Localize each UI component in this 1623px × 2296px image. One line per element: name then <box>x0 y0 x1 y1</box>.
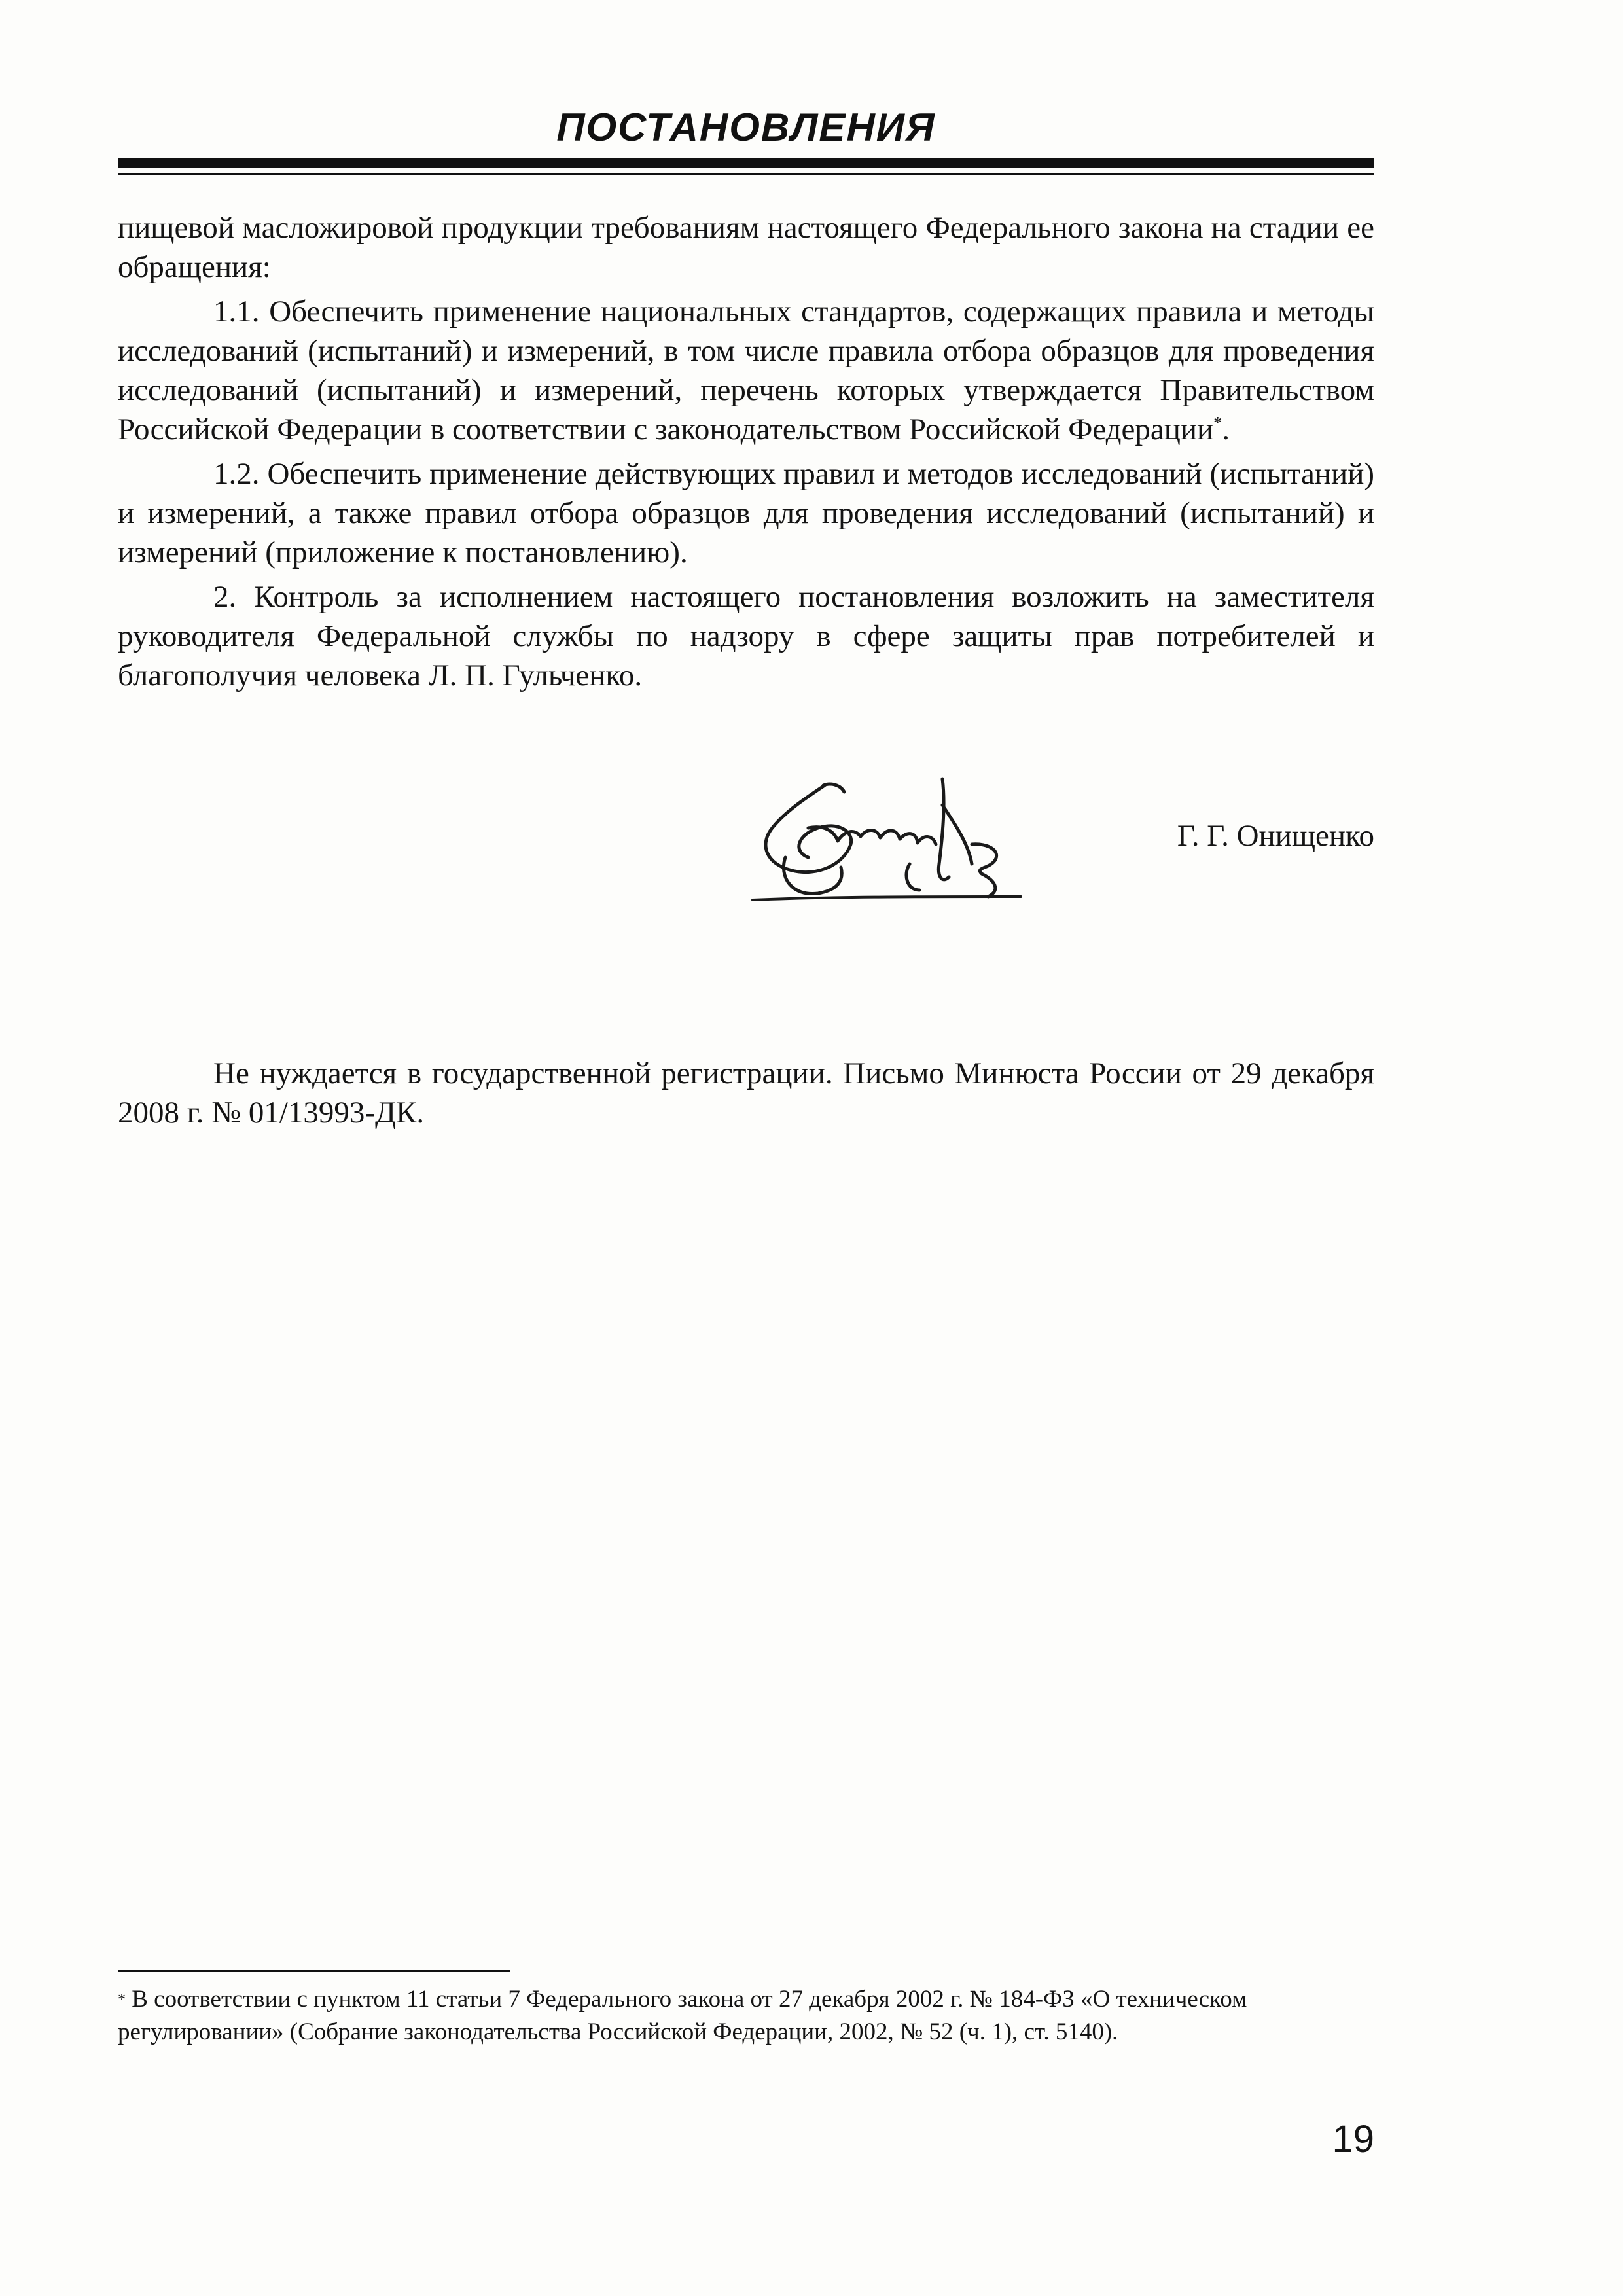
registration-note: Не нуждается в государственной регистрации. Письмо Минюста России от 29 декабря 2008 г. № 01/13993-ДК. <box>118 1056 1374 1130</box>
intro-paragraph: пищевой масложировой продукции требованиям настоящего Федерального закона на стадии ее обращения: <box>118 211 1374 284</box>
header-rule-thin <box>118 173 1374 175</box>
header-rule-thick <box>118 158 1374 168</box>
footnote-separator <box>118 1970 510 1972</box>
paragraph-1-1 <box>118 292 1374 449</box>
document-body <box>118 208 1374 700</box>
footnote <box>118 1983 1374 2049</box>
footnote-text: В соответствии с пунктом 11 статьи 7 Федерального закона от 27 декабря 2002 г. № 184-ФЗ «О техническом регулировании» (Собрание законодательства Российской Федерации, 2002, № 52 (ч. 1), ст. 5140). <box>118 1986 1247 2045</box>
handwritten-signature <box>746 766 1027 903</box>
paragraph-1-2: 1.2. Обеспечить применение действующих правил и методов исследований (испытаний) и измерений, а также правил отбора образцов для проведения исследований (испытаний) и измерений (приложение к постановлению). <box>118 457 1374 569</box>
footnote-mark: * <box>118 1991 126 2008</box>
page-header-title: ПОСТАНОВЛЕНИЯ <box>556 105 936 149</box>
footnote-reference[interactable]: * <box>1213 413 1222 433</box>
paragraph-2: 2. Контроль за исполнением настоящего постановления возложить на заместителя руководителя Федеральной службы по надзору в сфере защиты прав потребителей и благополучия человека Л. П. Гульченко. <box>118 580 1374 692</box>
page-number: 19 <box>1332 2118 1374 2161</box>
signer-name: Г. Г. Онищенко <box>1177 819 1374 853</box>
paragraph-1-1-end: . <box>1222 412 1230 446</box>
paragraph-1-1-text: 1.1. Обеспечить применение национальных стандартов, содержащих правила и методы исследований (испытаний) и измерений, в том числе правила отбора образцов для проведения исследований (испытаний) и измерений, перечень которых утверждается Правительством Российской Федерации в соответствии с законодательством Российской Федерации <box>118 295 1374 446</box>
